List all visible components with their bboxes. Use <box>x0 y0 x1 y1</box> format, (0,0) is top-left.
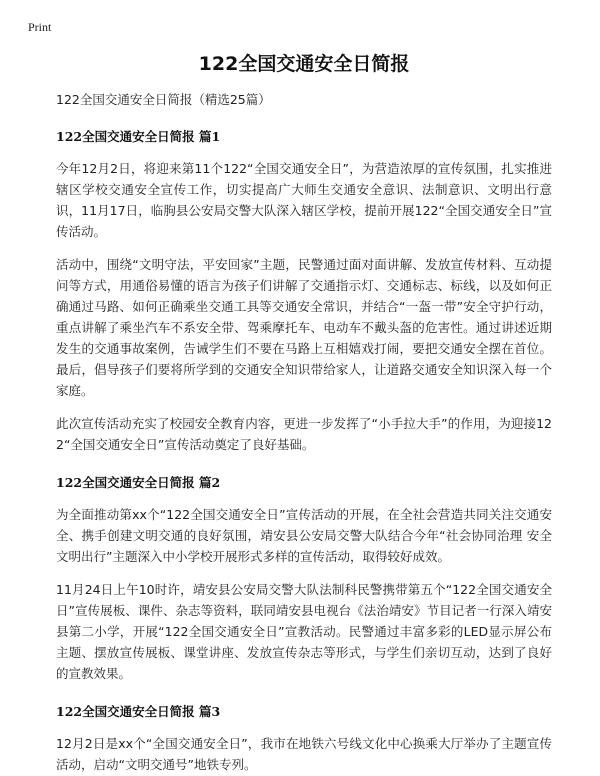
section-paragraph: 此次宣传活动充实了校园安全教育内容，更进一步发挥了“小手拉大手”的作用，为迎接122“全国交通安全日”宣传活动奠定了良好基础。 <box>56 416 552 452</box>
print-link[interactable]: Print <box>28 20 52 34</box>
section-paragraph: 11月24日上午10时许，靖安县公安局交警大队法制科民警携带第五个“122全国交通安全日”宣传展板、课件、杂志等资料，联同靖安县电视台《法治靖安》节目记者一行深入靖安县第二小学，开展“122全国交通安全日”宣教活动。民警通过丰富多彩的LED显示屏公布主题、摆放宣传展板、课堂讲座、发放宣传杂志等形式，与学生们亲切互动，达到了良好的宣教效果。 <box>56 582 552 681</box>
section-paragraph: 12月2日是xx个“全国交通安全日”，我市在地铁六号线文化中心换乘大厅举办了主题宣传活动，启动“文明交通号”地铁专列。 <box>56 736 552 772</box>
page-title: 122全国交通安全日简报 <box>198 53 410 75</box>
section-paragraph: 今年12月2日，将迎来第11个122“全国交通安全日”，为营造浓厚的宣传氛围，扎实推进辖区学校交通安全宣传工作，切实提高广大师生交通安全意识、法制意识、文明出行意识，11月17日，临朐县公安局交警大队深入辖区学校，提前开展122“全国交通安全日”宣传活动。 <box>56 161 552 239</box>
document-page <box>56 52 552 775</box>
section-heading: 122全国交通安全日简报 篇2 <box>56 475 221 490</box>
document-subtitle: 122全国交通安全日简报（精选25篇） <box>56 92 271 107</box>
section-paragraph: 为全面推动第xx个“122全国交通安全日”宣传活动的开展，在全社会营造共同关注交通安全、携手创建文明交通的良好氛围，靖安县公安局交警大队结合今年“社会协同治理 安全文明出行”主题深入中小学校开展形式多样的宣传活动，取得较好成效。 <box>56 507 552 564</box>
section-paragraph: 活动中，围绕“文明守法，平安回家”主题，民警通过面对面讲解、发放宣传材料、互动提问等方式，用通俗易懂的语言为孩子们讲解了交通指示灯、交通标志、标线，以及如何正确通过马路、如何正确乘坐交通工具等交通安全常识，并结合“一盔一带”安全守护行动，重点讲解了乘坐汽车不系安全带、驾乘摩托车、电动车不戴头盔的危害性。通过讲述近期发生的交通事故案例，告诫学生们不要在马路上互相嬉戏打闹，要把交通安全摆在首位。最后，倡导孩子们要将所学到的交通安全知识带给家人，让道路交通安全知识深入每一个家庭。 <box>56 257 552 398</box>
section-heading: 122全国交通安全日简报 篇3 <box>56 704 221 719</box>
section-heading: 122全国交通安全日简报 篇1 <box>56 129 221 144</box>
